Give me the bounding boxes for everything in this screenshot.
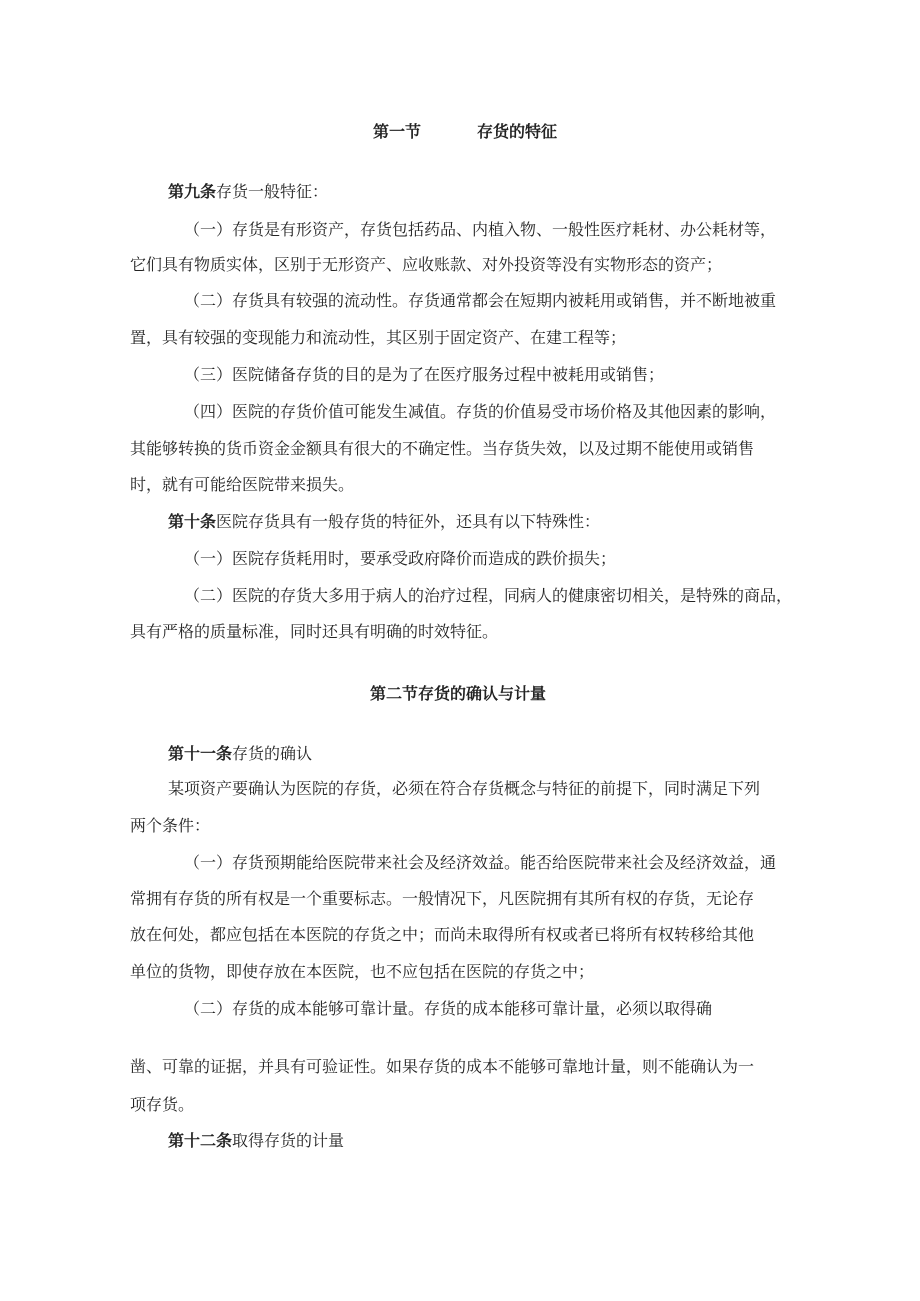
article-12-heading [168,1130,344,1152]
article-11-item-2-line-2: 凿、可靠的证据，并具有可验证性。如果存货的成本不能够可靠地计量，则不能确认为一 [130,1057,755,1076]
article-11-intro-line-1: 某项资产要确认为医院的存货，必须在符合存货概念与特征的前提下，同时满足下列 [168,779,761,798]
section-1-number: 第一节 [373,122,422,141]
article-11-item-1-line-3: 放在何处，都应包括在本医院的存货之中；而尚未取得所有权或者已将所有权转移给其他 [130,925,755,944]
article-11-item-1-line-2: 常拥有存货的所有权是一个重要标志。一般情况下，凡医院拥有其所有权的存货，无论存 [130,889,755,908]
article-11-heading [168,743,312,765]
article-9-item-1-line-1: （一）存货是有形资产，存货包括药品、内植入物、一般性医疗耗材、办公耗材等， [184,220,777,239]
article-10-heading [168,511,600,533]
article-9-item-3-line-1: （三）医院储备存货的目的是为了在医疗服务过程中被耗用或销售； [184,365,665,384]
section-1-heading [373,121,557,143]
article-9-heading [168,181,328,203]
article-9-text: 存货一般特征： [216,182,329,201]
article-11-item-1-line-1: （一）存货预期能给医院带来社会及经济效益。能否给医院带来社会及经济效益，通 [184,853,777,872]
article-10-item-2-line-2: 具有严格的质量标准，同时还具有明确的时效特征。 [130,622,499,641]
article-9-item-4-line-1: （四）医院的存货价值可能发生减值。存货的价值易受市场价格及其他因素的影响， [184,402,777,421]
article-9-item-2-line-1: （二）存货具有较强的流动性。存货通常都会在短期内被耗用或销售，并不断地被重 [184,291,777,310]
section-1-title: 存货的特征 [477,122,558,141]
article-11-intro-line-2: 两个条件： [130,816,211,835]
article-9-label: 第九条 [168,182,217,201]
article-12-label: 第十二条 [168,1131,233,1150]
article-12-text: 取得存货的计量 [232,1131,345,1150]
article-10-text: 医院存货具有一般存货的特征外，还具有以下特殊性： [216,512,601,531]
article-9-item-1-line-2: 它们具有物质实体，区别于无形资产、应收账款、对外投资等没有实物形态的资产； [130,255,723,274]
article-10-item-2-line-1: （二）医院的存货大多用于病人的治疗过程，同病人的健康密切相关，是特殊的商品， [184,586,793,605]
article-10-label: 第十条 [168,512,217,531]
article-9-item-2-line-2: 置，具有较强的变现能力和流动性，其区别于固定资产、在建工程等； [130,328,627,347]
section-2-heading: 第二节存货的确认与计量 [370,684,547,703]
article-11-item-2-line-3: 项存货。 [130,1095,195,1114]
article-11-label: 第十一条 [168,744,233,763]
article-9-item-4-line-2: 其能够转换的货币资金金额具有很大的不确定性。当存货失效，以及过期不能使用或销售 [130,439,755,458]
article-11-item-2-line-1: （二）存货的成本能够可靠计量。存货的成本能移可靠计量，必须以取得确 [184,999,713,1018]
article-10-item-1-line-1: （一）医院存货耗用时，要承受政府降价而造成的跌价损失； [184,549,617,568]
article-11-item-1-line-4: 单位的货物，即使存放在本医院，也不应包括在医院的存货之中； [130,962,595,981]
article-11-text: 存货的确认 [232,744,313,763]
article-9-item-4-line-3: 时，就有可能给医院带来损失。 [130,475,355,494]
